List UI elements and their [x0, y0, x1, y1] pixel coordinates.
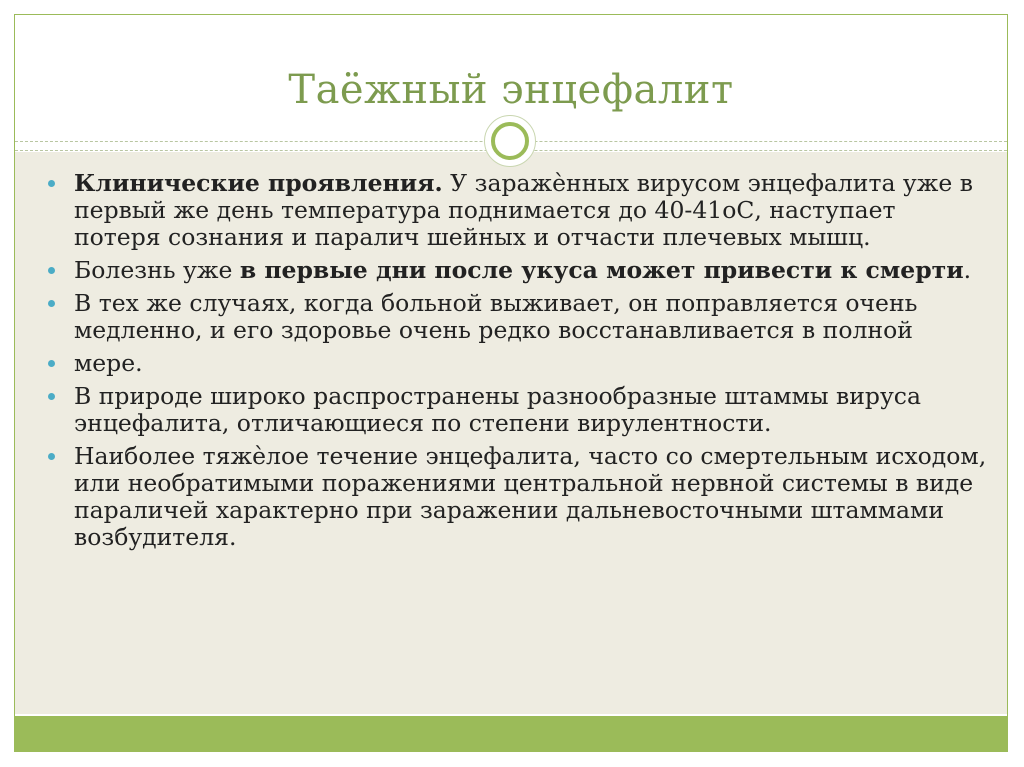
- bullet-text: Наиболее тяжѐлое течение энцефалита, часто со смертельным исходом, или необратимыми поражениями центральной нервной системы в виде параличей характерно при заражении дальневосточными штаммами возбудителя.: [74, 442, 987, 551]
- bullet-text: В природе широко распространены разнообразные штаммы вируса энцефалита, отличающиеся по степени вирулентности.: [74, 382, 921, 437]
- slide-title: Таёжный энцефалит: [288, 67, 734, 113]
- bullet-item: [48, 170, 988, 251]
- bullet-item: [48, 350, 988, 377]
- bullet-text: мере.: [74, 349, 143, 377]
- bullet-dot-icon: [48, 267, 55, 274]
- bullet-text: У заражѐнных вирусом энцефалита уже в первый же день температура поднимается до 40-41оС, наступает потеря сознания и паралич шейных и отчасти плечевых мышц.: [74, 169, 973, 251]
- bullet-tail: .: [963, 256, 972, 284]
- bullet-item: [48, 383, 988, 437]
- bullet-dot-icon: [48, 453, 55, 460]
- circle-ornament-icon: [484, 115, 536, 167]
- bullet-bold: в первые дни после укуса может привести к смерти: [239, 256, 964, 284]
- bullet-dot-icon: [48, 360, 55, 367]
- bullet-dot-icon: [48, 180, 55, 187]
- bullet-text: В тех же случаях, когда больной выживает, он поправляется очень медленно, и его здоровье очень редко восстанавливается в полной: [74, 289, 918, 344]
- bullet-list: [48, 170, 988, 557]
- circle-ornament-inner: [491, 122, 529, 160]
- bullet-dot-icon: [48, 300, 55, 307]
- bullet-item: [48, 443, 988, 551]
- bullet-item: [48, 257, 988, 284]
- bullet-bold-lead: Клинические проявления.: [74, 169, 443, 197]
- bullet-lead: Болезнь уже: [74, 256, 240, 284]
- bullet-item: [48, 290, 988, 344]
- footer-bar: [15, 716, 1007, 752]
- bullet-dot-icon: [48, 393, 55, 400]
